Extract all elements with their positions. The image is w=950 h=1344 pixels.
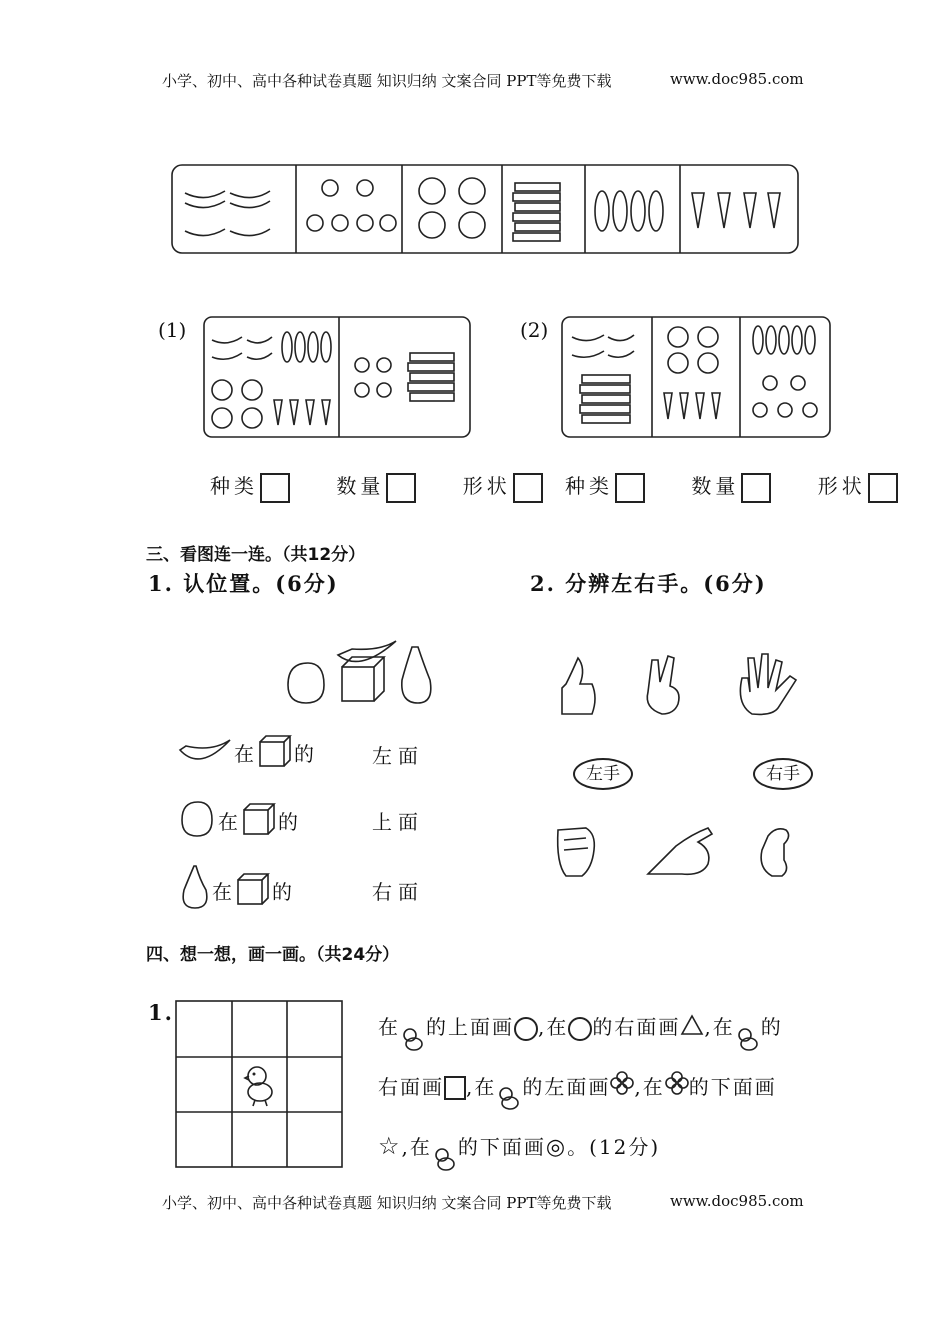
cube-icon bbox=[242, 802, 276, 836]
instruction-line-2 bbox=[378, 1058, 848, 1118]
star-icon: ☆ bbox=[378, 1132, 402, 1160]
pointing-hand-icon bbox=[648, 828, 712, 874]
carrot-icon bbox=[274, 400, 330, 425]
header-text: 小学、初中、高中各种试卷真题 知识归纳 文案合同 PPT等免费下载 bbox=[162, 72, 612, 90]
text-in: 在 bbox=[234, 742, 260, 766]
word: ,在 bbox=[704, 1015, 735, 1039]
instruction-line-3 bbox=[378, 1117, 848, 1177]
victory-hand-icon bbox=[647, 656, 679, 714]
word: ,在 bbox=[634, 1074, 665, 1099]
option-quantity-label: 数量 bbox=[336, 474, 385, 498]
tape-roll-icon bbox=[307, 180, 396, 231]
option-kind-label: 种类 bbox=[210, 474, 258, 498]
tape-roll-icon bbox=[753, 376, 817, 417]
word: ,在 bbox=[401, 1135, 432, 1159]
banana-icon bbox=[338, 641, 396, 661]
q1-row-pear bbox=[178, 864, 358, 912]
book-stack-icon bbox=[408, 353, 454, 401]
pear-icon bbox=[178, 864, 212, 910]
position-right[interactable]: 右面 bbox=[372, 880, 424, 904]
carrot-icon bbox=[664, 393, 720, 419]
text-of: 的 bbox=[278, 810, 304, 834]
word: 在 bbox=[378, 1015, 400, 1039]
group-2-label: (2) bbox=[520, 318, 549, 342]
peach-icon bbox=[178, 798, 218, 838]
chick-icon bbox=[245, 1067, 272, 1106]
header-url: www.doc985.com bbox=[670, 70, 804, 88]
word: 的下面画 bbox=[457, 1135, 546, 1159]
footer-url: www.doc985.com bbox=[670, 1192, 804, 1210]
chick-icon bbox=[735, 1016, 761, 1042]
instruction-line-1 bbox=[378, 998, 848, 1058]
banana-icon bbox=[178, 730, 233, 770]
book-stack-icon bbox=[580, 375, 630, 423]
text-of: 的 bbox=[294, 742, 320, 766]
option-shape-label: 形状 bbox=[817, 474, 866, 498]
word: ,在 bbox=[538, 1015, 569, 1039]
open-hand-icon bbox=[740, 654, 796, 714]
option-kind-label: 种类 bbox=[565, 474, 613, 498]
cube-icon bbox=[342, 657, 384, 701]
double-circle-icon: ◎ bbox=[545, 1135, 568, 1160]
option-shape-label: 形状 bbox=[462, 474, 511, 498]
instruction-text bbox=[378, 998, 848, 1177]
word: 的上面画 bbox=[426, 1015, 514, 1039]
position-left[interactable]: 左面 bbox=[372, 744, 424, 768]
hands-bottom-row bbox=[552, 820, 812, 882]
group-2-options bbox=[565, 470, 898, 503]
cube-icon bbox=[258, 734, 292, 768]
circle-icon bbox=[568, 1017, 592, 1041]
chick-icon bbox=[432, 1136, 458, 1162]
footer-text: 小学、初中、高中各种试卷真题 知识归纳 文案合同 PPT等免费下载 bbox=[162, 1194, 612, 1212]
fist-icon bbox=[558, 828, 595, 876]
left-hand-label[interactable]: 左手 bbox=[573, 758, 633, 790]
word: 。(12分) bbox=[567, 1135, 661, 1159]
word: 的 bbox=[760, 1015, 783, 1039]
cabbage-icon bbox=[419, 178, 485, 238]
position-top[interactable]: 上面 bbox=[372, 810, 424, 834]
section-4-title: 四、想一想，画一画。（共24分） bbox=[146, 945, 400, 965]
eggplant-icon bbox=[753, 326, 815, 354]
sort-items-strip bbox=[170, 163, 800, 255]
tape-roll-icon bbox=[355, 358, 391, 397]
section-3-title: 三、看图连一连。（共12分） bbox=[146, 545, 366, 565]
word: 的下面画 bbox=[688, 1074, 777, 1099]
s4-q1-number: 1. bbox=[148, 1000, 174, 1025]
q1-row-peach bbox=[178, 798, 358, 838]
answer-box[interactable] bbox=[386, 473, 416, 503]
triangle-icon bbox=[680, 1000, 704, 1058]
word: 右面画 bbox=[378, 1074, 444, 1099]
q2-title: 2. 分辨左右手。(6分) bbox=[530, 571, 767, 596]
book-stack-icon bbox=[513, 183, 560, 241]
chick-icon bbox=[400, 1016, 426, 1042]
group-1-options bbox=[210, 470, 543, 503]
group-1-label: (1) bbox=[158, 318, 187, 342]
carrot-icon bbox=[692, 193, 780, 228]
cabbage-icon bbox=[212, 380, 262, 428]
flower-icon bbox=[665, 1059, 689, 1117]
flower-icon bbox=[610, 1059, 634, 1117]
right-hand-label[interactable]: 右手 bbox=[753, 758, 813, 790]
answer-box[interactable] bbox=[741, 473, 771, 503]
text-of: 的 bbox=[272, 880, 298, 904]
q1-title: 1. 认位置。(6分) bbox=[148, 571, 339, 596]
pepper-icon bbox=[212, 337, 272, 359]
word: 的左面画 bbox=[522, 1074, 611, 1099]
chick-icon bbox=[496, 1075, 522, 1101]
option-quantity-label: 数量 bbox=[691, 474, 740, 498]
text-in: 在 bbox=[218, 810, 244, 834]
word: ,在 bbox=[466, 1074, 497, 1099]
eggplant-icon bbox=[282, 332, 331, 362]
answer-box[interactable] bbox=[868, 473, 898, 503]
word: 的右面画 bbox=[592, 1015, 681, 1039]
ok-hand-icon bbox=[761, 829, 788, 876]
hands-top-row bbox=[552, 648, 812, 720]
fruit-cube-scene bbox=[280, 625, 440, 715]
circle-icon bbox=[514, 1017, 538, 1041]
group-1-box bbox=[202, 315, 472, 439]
answer-box[interactable] bbox=[513, 473, 543, 503]
grid-3x3 bbox=[175, 1000, 345, 1170]
peach-icon bbox=[288, 663, 324, 703]
cabbage-icon bbox=[668, 327, 718, 373]
square-icon bbox=[444, 1076, 466, 1100]
eggplant-icon bbox=[595, 191, 663, 231]
answer-box[interactable] bbox=[260, 473, 290, 503]
pepper-icon bbox=[185, 191, 270, 236]
q1-row-banana bbox=[178, 730, 358, 770]
pear-icon bbox=[402, 647, 431, 703]
pepper-icon bbox=[572, 335, 634, 357]
thumbs-up-icon bbox=[562, 658, 595, 714]
cube-icon bbox=[236, 872, 270, 906]
text-in: 在 bbox=[212, 880, 238, 904]
answer-box[interactable] bbox=[615, 473, 645, 503]
group-2-box bbox=[560, 315, 832, 439]
